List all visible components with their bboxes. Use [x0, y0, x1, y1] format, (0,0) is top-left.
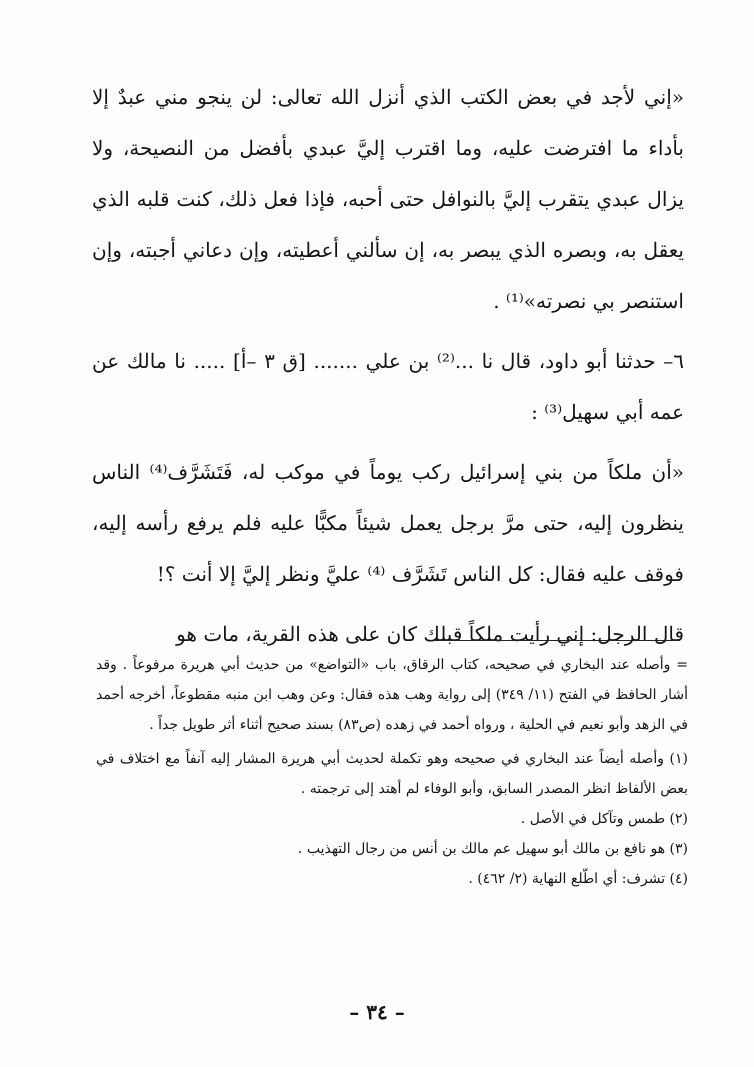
footnotes — [96, 650, 688, 894]
footnote-4: (٤) تشرف: أي اطّلع النهاية (٢/ ٤٦٢) . — [468, 871, 688, 887]
main-text — [92, 72, 684, 660]
story-paragraph: «أن ملكاً من بني إسرائيل ركب يوماً في موكب له، فَتَشَرَّف⁽⁴⁾ الناس ينظرون إليه، حتى مرَّ برجل يعمل شيئاً مكبًّا عليه فلم يرفع رأسه إليه، فوقف عليه فقال: كل الناس تَشَرَّف ⁽⁴⁾ عليَّ ونظر إليَّ إلا أنت ؟! — [92, 460, 684, 586]
story-continuation: قال الرجل: إني رأيت ملكاً قبلك كان على هذه القرية، مات هو — [176, 622, 684, 646]
footnote-2: (٢) طمس وتآكل في الأصل . — [520, 811, 688, 827]
hadith-paragraph: «إني لأجد في بعض الكتب الذي أنزل الله تعالى: لن ينجو مني عبدٌ إلا بأداء ما افترضت عليه، وما اقترب إليَّ عبدي بأفضل من النصيحة، ولا يزال عبدي يتقرب إليَّ بالنوافل حتى أحبه، فإذا فعل ذلك، كنت قلبه الذي يعقل به، وبصره الذي يبصر به، إن سألني أعطيته، وإن دعاني أجبته، وإن استنصر بي نصرته»⁽¹⁾ . — [92, 85, 684, 313]
isnad-paragraph: ٦– حدثنا أبو داود، قال نا ...⁽²⁾ بن علي ....... [ق ٣ –أ] ..... نا مالك عن عمه أبي سهيل⁽³⁾ : — [92, 349, 685, 424]
footnote-1: (١) وأصله أيضاً عند البخاري في صحيحه وهو تكملة لحديث أبي هريرة المشار إليه آنفاً مع اختلاف في بعض الألفاظ انظر المصدر السابق، وأبو الوفاء لم أهتد إلى ترجمته . — [96, 751, 688, 797]
footnote-divider — [430, 640, 680, 641]
footnote-3: (٣) هو نافع بن مالك أبو سهيل عم مالك بن أنس من رجال التهذيب . — [297, 841, 688, 857]
footnote-continued: = وأصله عند البخاري في صحيحه، كتاب الرقاق، باب «التواضع» من حديث أبي هريرة مرفوعاً . وقد أشار الحافظ في الفتح (١١/ ٣٤٩) إلى رواية وهب هذه فقال: وعن وهب ابن منبه مقطوعاً، أخرجه أحمد في الزهد وأبو نعيم في الحلية ، ورواه أحمد في زهده (ص٨٣) بسند صحيح أثناء أثر طويل جداً . — [96, 657, 688, 733]
page-number: – ٣٤ – — [349, 1000, 405, 1024]
